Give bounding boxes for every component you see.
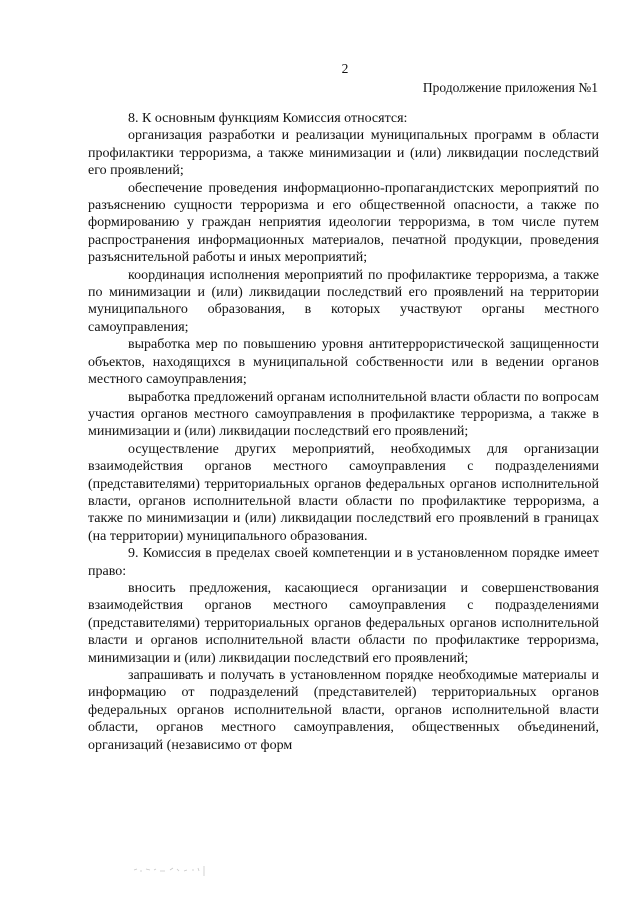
document-body bbox=[88, 110, 599, 754]
paragraph-function-coordination: координация исполнения мероприятий по профилактике терроризма, а также по минимизации и (или) ликвидации последствий его проявлений на территории муниципального образования, в которых участвуют органы местного самоуправления; bbox=[88, 267, 599, 335]
paragraph-section-9-title: 9. Комиссия в пределах своей компетенции и в установленном порядке имеет право: bbox=[88, 546, 599, 579]
continuation-header: Продолжение приложения №1 bbox=[422, 80, 598, 95]
paragraph-section-8-title: 8. К основным функциям Комиссия относятся: bbox=[128, 111, 408, 126]
paragraph-function-protection: выработка мер по повышению уровня антитеррористической защищенности объектов, находящихся в муниципальной собственности или в ведении органов местного самоуправления; bbox=[88, 337, 599, 388]
paragraph-function-programs: организация разработки и реализации муниципальных программ в области профилактики терроризма, а также минимизации и (или) ликвидации последствий его проявлений; bbox=[88, 128, 599, 179]
paragraph-right-requests: запрашивать и получать в установленном порядке необходимые материалы и информацию от подразделений (представителей) территориальных органов федеральных органов исполнительной власти, органов исполнительной власти области, органов местного самоуправления, общественных объединений, организаций (независимо от форм bbox=[88, 668, 599, 753]
page-number: 2 bbox=[341, 61, 349, 76]
paragraph-right-proposals: вносить предложения, касающиеся организации и совершенствования взаимодействия органов местного самоуправления с подразделениями (представителями) территориальных органов федеральных органов исполнительной власти и органов исполнительной власти области по профилактике терроризма, минимизации и (или) ликвидации последствий его проявлений; bbox=[88, 580, 599, 666]
paragraph-function-other: осуществление других мероприятий, необходимых для организации взаимодействия органов местного самоуправления с подразделениями (представителями) территориальных органов федеральных органов исполнительной власти, органов исполнительной власти области по профилактике терроризма, а также по минимизации и (или) ликвидации последствий его проявлений в границах (на территории) муниципального образования. bbox=[88, 441, 599, 544]
scan-artifact bbox=[132, 858, 212, 880]
paragraph-function-proposals: выработка предложений органам исполнительной власти области по вопросам участия органов местного самоуправления в профилактике терроризма, а также в минимизации и (или) ликвидации последствий его проявлений; bbox=[88, 389, 599, 440]
paragraph-function-propaganda: обеспечение проведения информационно-пропагандистских мероприятий по разъяснению сущности терроризма и его общественной опасности, а также по формированию у граждан неприятия идеологии терроризма, в том числе путем распространения информационных материалов, печатной продукции, проведения разъяснительной работы и иных мероприятий; bbox=[88, 180, 599, 266]
